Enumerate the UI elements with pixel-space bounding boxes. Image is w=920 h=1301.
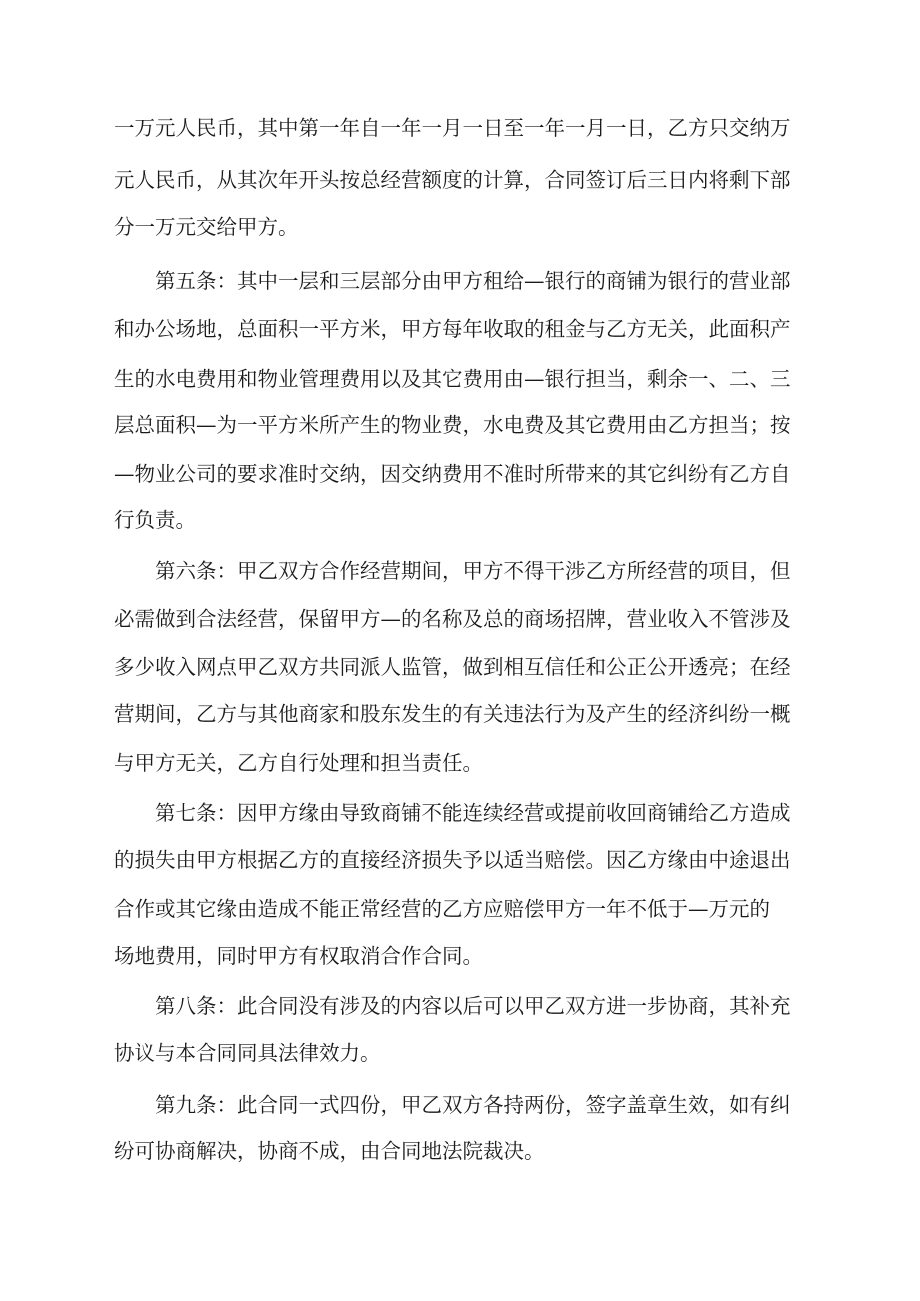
text-line: 的损失由甲方根据乙方的直接经济损失予以适当赔偿。因乙方缘由中途退出 bbox=[114, 848, 791, 872]
text-line: 行负责。 bbox=[114, 508, 196, 532]
text-line: 场地费用，同时甲方有权取消合作合同。 bbox=[114, 944, 483, 968]
text-line: 分一万元交给甲方。 bbox=[114, 215, 299, 239]
clause-6-start: 第六条：甲乙双方合作经营期间，甲方不得干涉乙方所经营的项目，但 bbox=[155, 559, 791, 583]
text-line: 一万元人民币，其中第一年自一年一月一日至一年一月一日，乙方只交纳万 bbox=[114, 116, 791, 140]
text-line: 纷可协商解决，协商不成，由合同地法院裁决。 bbox=[114, 1139, 545, 1163]
text-line: 生的水电费用和物业管理费用以及其它费用由—银行担当，剩余一、二、三 bbox=[114, 367, 791, 391]
text-line: 元人民币，从其次年开头按总经营额度的计算，合同签订后三日内将剩下部 bbox=[114, 168, 791, 192]
text-line: 必需做到合法经营，保留甲方—的名称及总的商场招牌，营业收入不管涉及 bbox=[114, 607, 791, 631]
clause-9-start: 第九条：此合同一式四份，甲乙双方各持两份，签字盖章生效，如有纠 bbox=[155, 1093, 791, 1117]
text-line: 合作或其它缘由造成不能正常经营的乙方应赔偿甲方一年不低于—万元的 bbox=[114, 897, 770, 921]
text-line: 协议与本合同同具法律效力。 bbox=[114, 1041, 381, 1065]
text-line: 多少收入网点甲乙双方共同派人监管，做到相互信任和公正公开透亮；在经 bbox=[114, 655, 791, 679]
text-line: 和办公场地，总面积一平方米，甲方每年收取的租金与乙方无关，此面积产 bbox=[114, 317, 791, 341]
text-line: 营期间，乙方与其他商家和股东发生的有关违法行为及产生的经济纠纷一概 bbox=[114, 702, 791, 726]
clause-8-start: 第八条：此合同没有涉及的内容以后可以甲乙双方进一步协商，其补充 bbox=[155, 994, 791, 1018]
text-line: 层总面积—为一平方米所产生的物业费，水电费及其它费用由乙方担当；按 bbox=[114, 413, 791, 437]
text-line: 与甲方无关，乙方自行处理和担当责任。 bbox=[114, 751, 483, 775]
clause-5-start: 第五条：其中一层和三层部分由甲方租给—银行的商铺为银行的营业部 bbox=[155, 269, 791, 293]
clause-7-start: 第七条：因甲方缘由导致商铺不能连续经营或提前收回商铺给乙方造成 bbox=[155, 801, 791, 825]
text-line: —物业公司的要求准时交纳，因交纳费用不准时所带来的其它纠纷有乙方自 bbox=[114, 462, 791, 486]
